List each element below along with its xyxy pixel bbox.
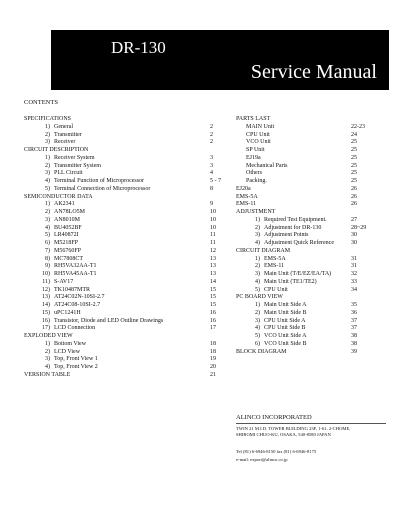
toc-entry-label: CPU Unit [264,286,288,293]
toc-entry[interactable] [24,178,234,186]
toc-entry-label: M5218FP [54,240,79,246]
toc-entry-label: EMS-5A [236,193,258,200]
toc-entry-label: EMS-5A [264,255,286,262]
toc-entry-label: Transistor, Diode and LED Outline Drawings [54,317,164,324]
toc-entry-label: Adjustment for DR-130 [264,224,322,231]
manual-title: Service Manual [250,61,377,83]
toc-entry[interactable] [24,201,234,209]
toc-entry[interactable] [236,325,386,333]
toc-entry-page: 25 [351,170,357,177]
toc-entry[interactable] [24,186,234,194]
toc-entry[interactable] [236,186,386,194]
toc-entry-label: MC7808CT [54,255,84,262]
toc-entry[interactable] [24,287,234,295]
toc-entry[interactable] [24,232,234,240]
toc-entry-number: 2) [45,162,50,169]
toc-entry-number: 6) [45,240,50,246]
toc-entry-number: 10) [42,271,50,277]
toc-entry-label: AT24C08-10SI-2.7 [54,302,101,308]
toc-entry-number: 3) [45,356,50,363]
toc-entry-label: Terminal Connection of Microprocessor [54,185,151,192]
toc-entry-page: 2 [210,123,213,130]
toc-entry-page: 12 [210,247,216,254]
toc-entry-page: 5 - 7 [210,178,221,184]
toc-entry[interactable] [236,271,386,279]
toc-entry[interactable] [24,271,234,279]
toc-entry[interactable] [24,225,234,233]
toc-entry-number: 5) [45,232,50,239]
toc-entry[interactable] [24,248,234,256]
toc-entry[interactable] [24,240,234,248]
contents-heading: CONTENTS [24,99,58,106]
toc-entry-label: VCO Unit Side A [264,333,307,339]
address-line-1: TWIN 21 M.I.D. TOWER BUILDING 23F, 1-61, 2-CHOME, [236,426,351,431]
toc-entry-number: 5) [255,333,260,339]
toc-entry[interactable] [236,263,386,271]
toc-entry-label: PARTS LAST [236,116,271,122]
toc-entry[interactable] [236,287,386,295]
toc-entry-label: Transmitter System [54,162,101,169]
toc-entry[interactable] [236,163,386,171]
toc-entry-number: 4) [255,325,260,332]
toc-entry-page: 3 [210,162,213,169]
toc-entry-label: EMS-11 [236,201,257,208]
toc-entry-number: 2) [255,309,260,316]
toc-entry-number: 4) [45,364,50,370]
toc-entry[interactable] [236,201,386,209]
toc-entry[interactable] [236,248,386,256]
toc-entry-number: 1) [255,216,260,223]
toc-entry[interactable] [24,170,234,178]
toc-entry-number: 1) [45,340,50,347]
toc-entry[interactable] [24,372,234,380]
toc-entry-number: 16) [42,317,50,324]
toc-entry-page: 25 [351,178,357,184]
toc-entry[interactable] [24,256,234,264]
toc-entry-number: 3) [45,170,50,177]
toc-entry-number: 2) [45,131,50,138]
toc-entry-number: 17) [42,325,50,332]
toc-entry-page: 30 [351,232,357,239]
toc-entry-label: PC BOARD VIEW [236,294,283,301]
contact-line-2: e-mail: export@alinco.co.jp [236,457,288,462]
toc-entry[interactable] [24,356,234,364]
toc-entry-label: VCO Unit [246,139,271,146]
toc-entry-label: RH5VA45AA-T1 [54,271,97,277]
toc-entry-number: 4) [255,240,260,246]
toc-entry-page: 10 [210,224,216,231]
toc-entry-page: 20 [210,364,216,370]
toc-entry-label: AN8010M [54,216,81,223]
toc-entry-label: Packing. [246,178,267,184]
toc-entry-label: M56760FP [54,247,82,254]
toc-entry-page: 10 [210,216,216,223]
toc-entry[interactable] [236,155,386,163]
toc-entry-label: Transmitter [54,131,82,138]
toc-entry-label: Mechanical Parts [246,162,288,169]
toc-entry[interactable] [24,310,234,318]
toc-entry[interactable] [236,116,386,124]
toc-entry-label: EXPLODED VIEW [24,333,73,339]
toc-entry-label: BU4052BF [54,224,82,231]
toc-entry-number: 4) [45,224,50,231]
toc-entry-label: Terminal Function of Microprocessor [54,178,145,184]
toc-entry-label: LCD View [54,348,81,355]
toc-entry-page: 16 [210,317,216,324]
toc-entry-label: LCD Connection [54,325,96,332]
toc-entry-label: Top, Front View 2 [54,364,98,370]
toc-entry[interactable] [236,217,386,225]
toc-entry-page: 26 [351,201,357,208]
toc-right-column [236,116,386,356]
toc-entry-label: Required Test Equipment. [264,216,327,223]
toc-entry-label: Others [246,170,262,177]
toc-entry-label: BLOCK DIAGRAM [236,348,287,355]
toc-entry-page: 26 [351,185,357,192]
toc-entry-label: Main Unit (T/E/EZ/EA/TA) [264,271,332,277]
toc-entry-number: 3) [255,271,260,277]
toc-entry-page: 27 [351,216,357,223]
toc-entry-page: 25 [351,139,357,146]
toc-entry[interactable] [24,155,234,163]
toc-entry-page: 18 [210,348,216,355]
toc-entry[interactable] [236,147,386,155]
toc-entry-page: 21 [210,371,216,378]
toc-entry-label: Top, Front View 1 [54,356,98,363]
toc-entry-number: 3) [45,139,50,146]
toc-entry-page: 26 [351,193,357,200]
toc-entry[interactable] [236,132,386,140]
toc-entry[interactable] [24,194,234,202]
toc-entry-number: 8) [45,255,50,262]
toc-entry-label: MAIN Unit [246,123,275,130]
toc-entry-number: 13) [42,294,50,301]
toc-entry[interactable] [236,302,386,310]
toc-entry-number: 14) [42,302,50,308]
toc-entry[interactable] [236,139,386,147]
toc-entry-number: 3) [255,317,260,324]
toc-entry-label: uPC1241H [54,309,81,316]
toc-entry-label: Adjustment Points [264,232,309,239]
toc-entry[interactable] [24,325,234,333]
toc-entry[interactable] [236,194,386,202]
toc-entry-label: EMS-11 [264,263,285,270]
title-banner [51,30,389,90]
toc-entry[interactable] [24,333,234,341]
toc-entry-label: Receiver System [54,154,95,161]
toc-entry-label: CPU Unit Side A [264,317,306,324]
toc-entry-label: ADJUSTMENT [236,209,276,215]
toc-entry-page: 25 [351,154,357,161]
toc-entry-number: 7) [45,247,50,254]
toc-entry-label: CPU Unit Side B [264,325,306,332]
address-line-2: SHIROMI CHUO-KU, OSAKA, 540-8580 JAPAN [236,432,331,437]
toc-entry-label: Main Unit Side B [264,309,307,316]
toc-entry[interactable] [24,318,234,326]
toc-entry-number: 2) [255,263,260,270]
toc-entry-label: EJ19a [246,154,261,161]
toc-entry-page: 4 [210,170,213,177]
toc-entry-label: VCO Unit Side B [264,340,307,347]
toc-entry-page: 34 [351,286,357,293]
toc-entry-number: 2) [45,348,50,355]
toc-entry-label: Bottom View [54,340,87,347]
toc-entry-label: Adjustment Quick Reference [264,240,334,246]
toc-entry[interactable] [24,217,234,225]
toc-entry-page: 11 [210,232,216,239]
toc-entry[interactable] [24,163,234,171]
toc-entry-page: 10 [210,209,216,215]
toc-entry[interactable] [236,209,386,217]
toc-entry[interactable] [24,364,234,372]
toc-entry[interactable] [236,240,386,248]
toc-entry[interactable] [236,341,386,349]
toc-entry-page: 13 [210,255,216,262]
toc-entry-page: 17 [210,325,216,332]
toc-entry-number: 2) [255,224,260,231]
toc-entry-page: 11 [210,240,216,246]
toc-entry-page: 38 [351,333,357,339]
toc-entry-page: 3 [210,154,213,161]
toc-entry-page: 28~29 [351,224,367,231]
toc-entry[interactable] [236,294,386,302]
toc-entry[interactable] [24,124,234,132]
toc-entry-number: 9) [45,263,50,270]
divider-line [236,423,386,424]
toc-entry-number: 1) [255,255,260,262]
toc-entry-page: 18 [210,340,216,347]
toc-entry-page: 8 [210,185,213,192]
toc-entry-page: 19 [210,356,216,363]
toc-entry-page: 2 [210,139,213,146]
toc-entry-label: AK2341 [54,201,75,208]
toc-entry-label: S-AV17 [54,278,74,285]
toc-entry-number: 5) [255,286,260,293]
toc-entry-page: 13 [210,271,216,277]
model-name: DR-130 [111,38,166,57]
toc-entry-label: Main Unit Side A [264,302,307,308]
toc-entry-page: 15 [210,302,216,308]
toc-entry[interactable] [24,132,234,140]
toc-entry-label: SP Unit [246,147,265,153]
toc-entry[interactable] [24,139,234,147]
toc-entry-page: 31 [351,263,357,270]
toc-entry[interactable] [24,302,234,310]
toc-entry[interactable] [24,279,234,287]
toc-entry[interactable] [236,178,386,186]
toc-entry[interactable] [24,294,234,302]
toc-entry-page: 37 [351,317,357,324]
toc-entry-number: 1) [255,302,260,308]
toc-entry[interactable] [236,279,386,287]
toc-entry-page: 25 [351,162,357,169]
toc-entry-label: CIRCUIT DESCRIPTION [24,147,89,153]
toc-entry-label: General [54,123,73,130]
toc-entry-page: 16 [210,309,216,316]
toc-entry[interactable] [236,232,386,240]
toc-entry-page: 31 [351,255,357,262]
toc-entry-page: 24 [351,131,357,138]
toc-entry[interactable] [24,263,234,271]
toc-entry-number: 3) [45,216,50,223]
toc-entry-label: Receiver [54,139,76,146]
toc-entry[interactable] [24,341,234,349]
toc-entry-page: 25 [351,147,357,153]
toc-entry-page: 13 [210,263,216,270]
toc-entry-label: AT24C02N-10SI-2.7 [54,294,105,301]
toc-entry-label: CPU Unit [246,131,270,138]
toc-entry-page: 15 [210,294,216,301]
toc-entry-page: 9 [210,201,213,208]
toc-entry-number: 6) [255,340,260,347]
toc-entry-label: LR40872I [54,232,79,239]
toc-entry-page: 35 [351,302,357,308]
toc-entry-page: 37 [351,325,357,332]
toc-entry[interactable] [236,170,386,178]
toc-entry-page: 2 [210,131,213,138]
toc-entry-page: 30 [351,240,357,246]
toc-entry[interactable] [24,116,234,124]
toc-entry-number: 1) [45,123,50,130]
toc-entry-label: AN78LO5M [54,209,85,215]
toc-entry-number: 12) [42,286,50,293]
toc-entry-page: 39 [351,348,357,355]
toc-entry-number: 11) [42,278,50,285]
toc-entry[interactable] [24,147,234,155]
company-name: ALINCO INCORPORATED [236,414,312,421]
toc-entry-number: 4) [255,278,260,285]
toc-entry-label: Main Unit (TE1/TE2) [264,278,317,285]
toc-entry-number: 3) [255,232,260,239]
toc-entry[interactable] [236,124,386,132]
toc-entry-label: CIRCUIT DIAGRAM [236,247,291,254]
toc-entry-label: SEMICONDUCTOR DATA [24,193,93,200]
toc-entry-page: 38 [351,340,357,347]
toc-entry-number: 5) [45,185,50,192]
toc-entry[interactable] [24,349,234,357]
toc-entry[interactable] [236,310,386,318]
toc-entry[interactable] [236,333,386,341]
toc-entry-page: 14 [210,278,216,285]
toc-entry-number: 4) [45,178,50,184]
toc-entry-label: RH5VA32AA-T1 [54,263,97,270]
toc-entry-number: 1) [45,154,50,161]
toc-entry-label: TK10487MTR [54,286,90,293]
toc-entry-page: 15 [210,286,216,293]
toc-entry-label: VERSION TABLE [24,371,71,378]
toc-entry[interactable] [24,209,234,217]
toc-entry[interactable] [236,349,386,357]
toc-entry-page: 36 [351,309,357,316]
toc-entry-number: 1) [45,201,50,208]
toc-left-column [24,116,234,380]
toc-entry-page: 22-23 [351,123,365,130]
toc-entry-label: EJ20a [236,185,251,192]
toc-entry-page: 33 [351,278,357,285]
toc-entry-label: SPECIFICATIONS [24,116,72,122]
toc-entry-number: 2) [45,209,50,215]
toc-entry-page: 32 [351,271,357,277]
contact-line-1: Tel (81) 6-6946-8150 fax (81) 6-6946-8175 [236,449,317,454]
toc-entry-label: PLL Circuit [54,170,83,177]
toc-entry-number: 15) [42,309,50,316]
